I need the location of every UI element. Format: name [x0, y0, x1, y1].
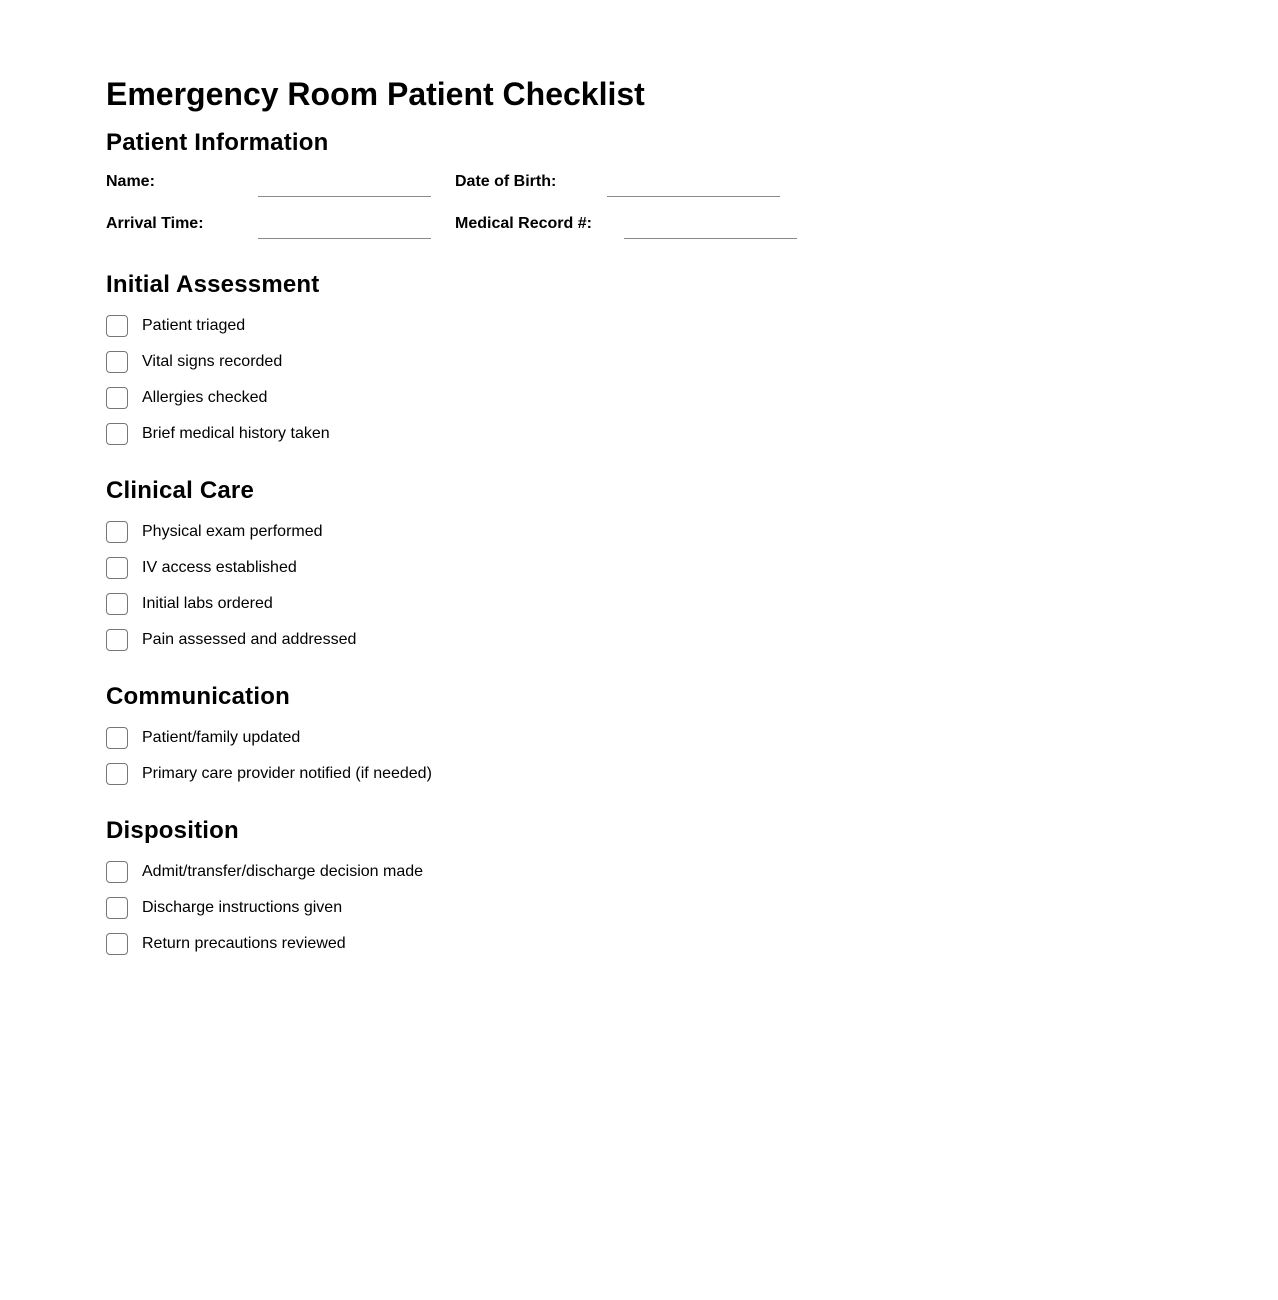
checklist-item-label: Allergies checked [142, 389, 268, 406]
checkbox[interactable] [106, 763, 128, 785]
checklist-item-patient-triaged[interactable] [106, 315, 606, 339]
checklist-item-label: Discharge instructions given [142, 899, 343, 916]
section-heading-clinical-care: Clinical Care [106, 477, 254, 504]
checklist-item-label: Brief medical history taken [142, 425, 330, 442]
section-heading-communication: Communication [106, 683, 290, 710]
section-heading-disposition: Disposition [106, 817, 239, 844]
checkbox[interactable] [106, 521, 128, 543]
field-row-1 [106, 167, 906, 197]
checklist-item-discharge-instructions[interactable] [106, 897, 606, 921]
checklist-item-label: IV access established [142, 559, 297, 576]
checkbox[interactable] [106, 387, 128, 409]
checkbox[interactable] [106, 933, 128, 955]
checkbox[interactable] [106, 629, 128, 651]
checkbox[interactable] [106, 727, 128, 749]
checklist-item-label: Primary care provider notified (if needed) [142, 765, 432, 782]
arrival-time-input[interactable] [258, 209, 431, 239]
checklist-item-physical-exam[interactable] [106, 521, 606, 545]
checklist-item-label: Patient/family updated [142, 729, 301, 746]
checklist-item-allergies[interactable] [106, 387, 606, 411]
medical-record-input[interactable] [624, 209, 797, 239]
checklist-item-label: Admit/transfer/discharge decision made [142, 863, 424, 880]
checklist-item-label: Initial labs ordered [142, 595, 273, 612]
name-input[interactable] [258, 167, 431, 197]
checkbox[interactable] [106, 557, 128, 579]
date-of-birth-label: Date of Birth: [455, 173, 557, 190]
checklist-item-disposition-decision[interactable] [106, 861, 606, 885]
page-title: Emergency Room Patient Checklist [106, 76, 645, 112]
checklist-item-label: Pain assessed and addressed [142, 631, 357, 648]
checkbox[interactable] [106, 897, 128, 919]
checkbox[interactable] [106, 351, 128, 373]
checklist-item-medical-history[interactable] [106, 423, 606, 447]
checklist-item-family-updated[interactable] [106, 727, 606, 751]
checklist-item-label: Vital signs recorded [142, 353, 283, 370]
medical-record-label: Medical Record #: [455, 215, 592, 232]
checklist-item-return-precautions[interactable] [106, 933, 606, 957]
section-heading-initial-assessment: Initial Assessment [106, 271, 320, 298]
checkbox[interactable] [106, 861, 128, 883]
name-label: Name: [106, 173, 155, 190]
checklist-item-label: Return precautions reviewed [142, 935, 346, 952]
checkbox[interactable] [106, 315, 128, 337]
field-row-2 [106, 209, 906, 239]
checkbox[interactable] [106, 593, 128, 615]
arrival-time-label: Arrival Time: [106, 215, 204, 232]
checkbox[interactable] [106, 423, 128, 445]
checklist-item-pcp-notified[interactable] [106, 763, 606, 787]
checklist-item-label: Physical exam performed [142, 523, 323, 540]
section-heading-patient-information: Patient Information [106, 129, 329, 156]
checklist-item-pain-assessed[interactable] [106, 629, 606, 653]
checklist-item-label: Patient triaged [142, 317, 246, 334]
checklist-item-initial-labs[interactable] [106, 593, 606, 617]
checklist-item-iv-access[interactable] [106, 557, 606, 581]
checklist-item-vital-signs[interactable] [106, 351, 606, 375]
date-of-birth-input[interactable] [607, 167, 780, 197]
